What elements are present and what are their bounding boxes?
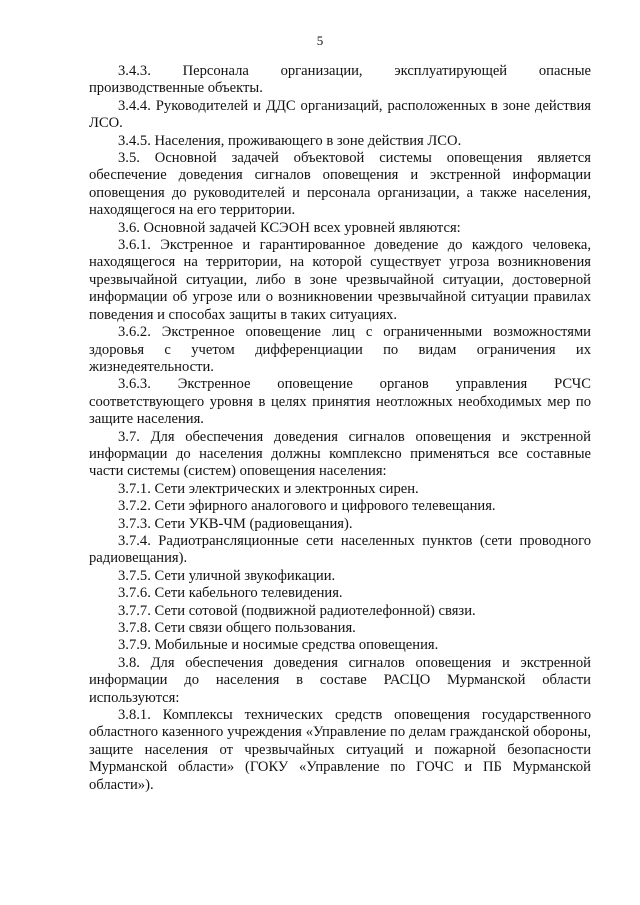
- paragraph-3-7-7: 3.7.7. Сети сотовой (подвижной радиотелефонной) связи.: [118, 602, 476, 619]
- paragraph-3-6-3: 3.6.3. Экстренное оповещение органов управления РСЧС соответствующего уровня в целях принятия неотложных необходимых мер по защите населения.: [89, 376, 591, 428]
- paragraph-3-7-9: 3.7.9. Мобильные и носимые средства оповещения.: [118, 637, 439, 654]
- paragraph-3-6-1: 3.6.1. Экстренное и гарантированное доведение до каждого человека, находящегося на территории, на которой существует угроза возникновения чрезвычайной ситуации, либо в зоне чрезвычайной ситуации, достоверной информации об угрозе или о возникновении чрезвычайной ситуации правилах поведения и способах защиты в таких ситуациях.: [89, 237, 591, 323]
- document-body: [89, 63, 591, 794]
- page-number: 5: [316, 33, 324, 48]
- paragraph-3-4-5: 3.4.5. Населения, проживающего в зоне действия ЛСО.: [118, 132, 462, 149]
- paragraph-3-6: 3.6. Основной задачей КСЭОН всех уровней являются:: [118, 219, 461, 236]
- paragraph-3-7: 3.7. Для обеспечения доведения сигналов оповещения и экстренной информации до населения должны комплексно применяться все составные части системы (систем) оповещения населения:: [89, 428, 591, 480]
- paragraph-3-5: 3.5. Основной задачей объектовой системы оповещения является обеспечение доведения сигналов оповещения и экстренной информации оповещения до руководителей и персонала организации, а также населения, находящегося на его территории.: [89, 150, 591, 219]
- paragraph-3-7-3: 3.7.3. Сети УКВ-ЧМ (радиовещания).: [118, 515, 353, 532]
- paragraph-3-7-4: 3.7.4. Радиотрансляционные сети населенных пунктов (сети проводного радиовещания).: [89, 532, 591, 567]
- paragraph-3-7-5: 3.7.5. Сети уличной звукофикации.: [118, 567, 336, 584]
- paragraph-3-7-1: 3.7.1. Сети электрических и электронных сирен.: [118, 480, 419, 497]
- paragraph-3-8: 3.8. Для обеспечения доведения сигналов оповещения и экстренной информации до населения в составе РАСЦО Мурманской области используются:: [89, 654, 591, 706]
- paragraph-3-8-1: 3.8.1. Комплексы технических средств оповещения государственного областного казенного учреждения «Управление по делам гражданской обороны, защите населения от чрезвычайных ситуаций и пожарной безопасности Мурманской области» (ГОКУ «Управление по ГОЧС и ПБ Мурманской области»).: [89, 707, 591, 793]
- paragraph-3-6-2: 3.6.2. Экстренное оповещение лиц с ограниченными возможностями здоровья с учетом дифференциации по видам ограничения их жизнедеятельности.: [89, 324, 591, 375]
- paragraph-3-7-6: 3.7.6. Сети кабельного телевидения.: [118, 585, 343, 602]
- paragraph-3-4-4: 3.4.4. Руководителей и ДДС организаций, расположенных в зоне действия ЛСО.: [89, 97, 591, 132]
- paragraph-3-4-3: 3.4.3. Персонала организации, эксплуатирующей опасные производственные объекты.: [89, 63, 591, 97]
- paragraph-3-7-8: 3.7.8. Сети связи общего пользования.: [118, 620, 356, 636]
- paragraph-3-7-2: 3.7.2. Сети эфирного аналогового и цифрового телевещания.: [118, 498, 496, 515]
